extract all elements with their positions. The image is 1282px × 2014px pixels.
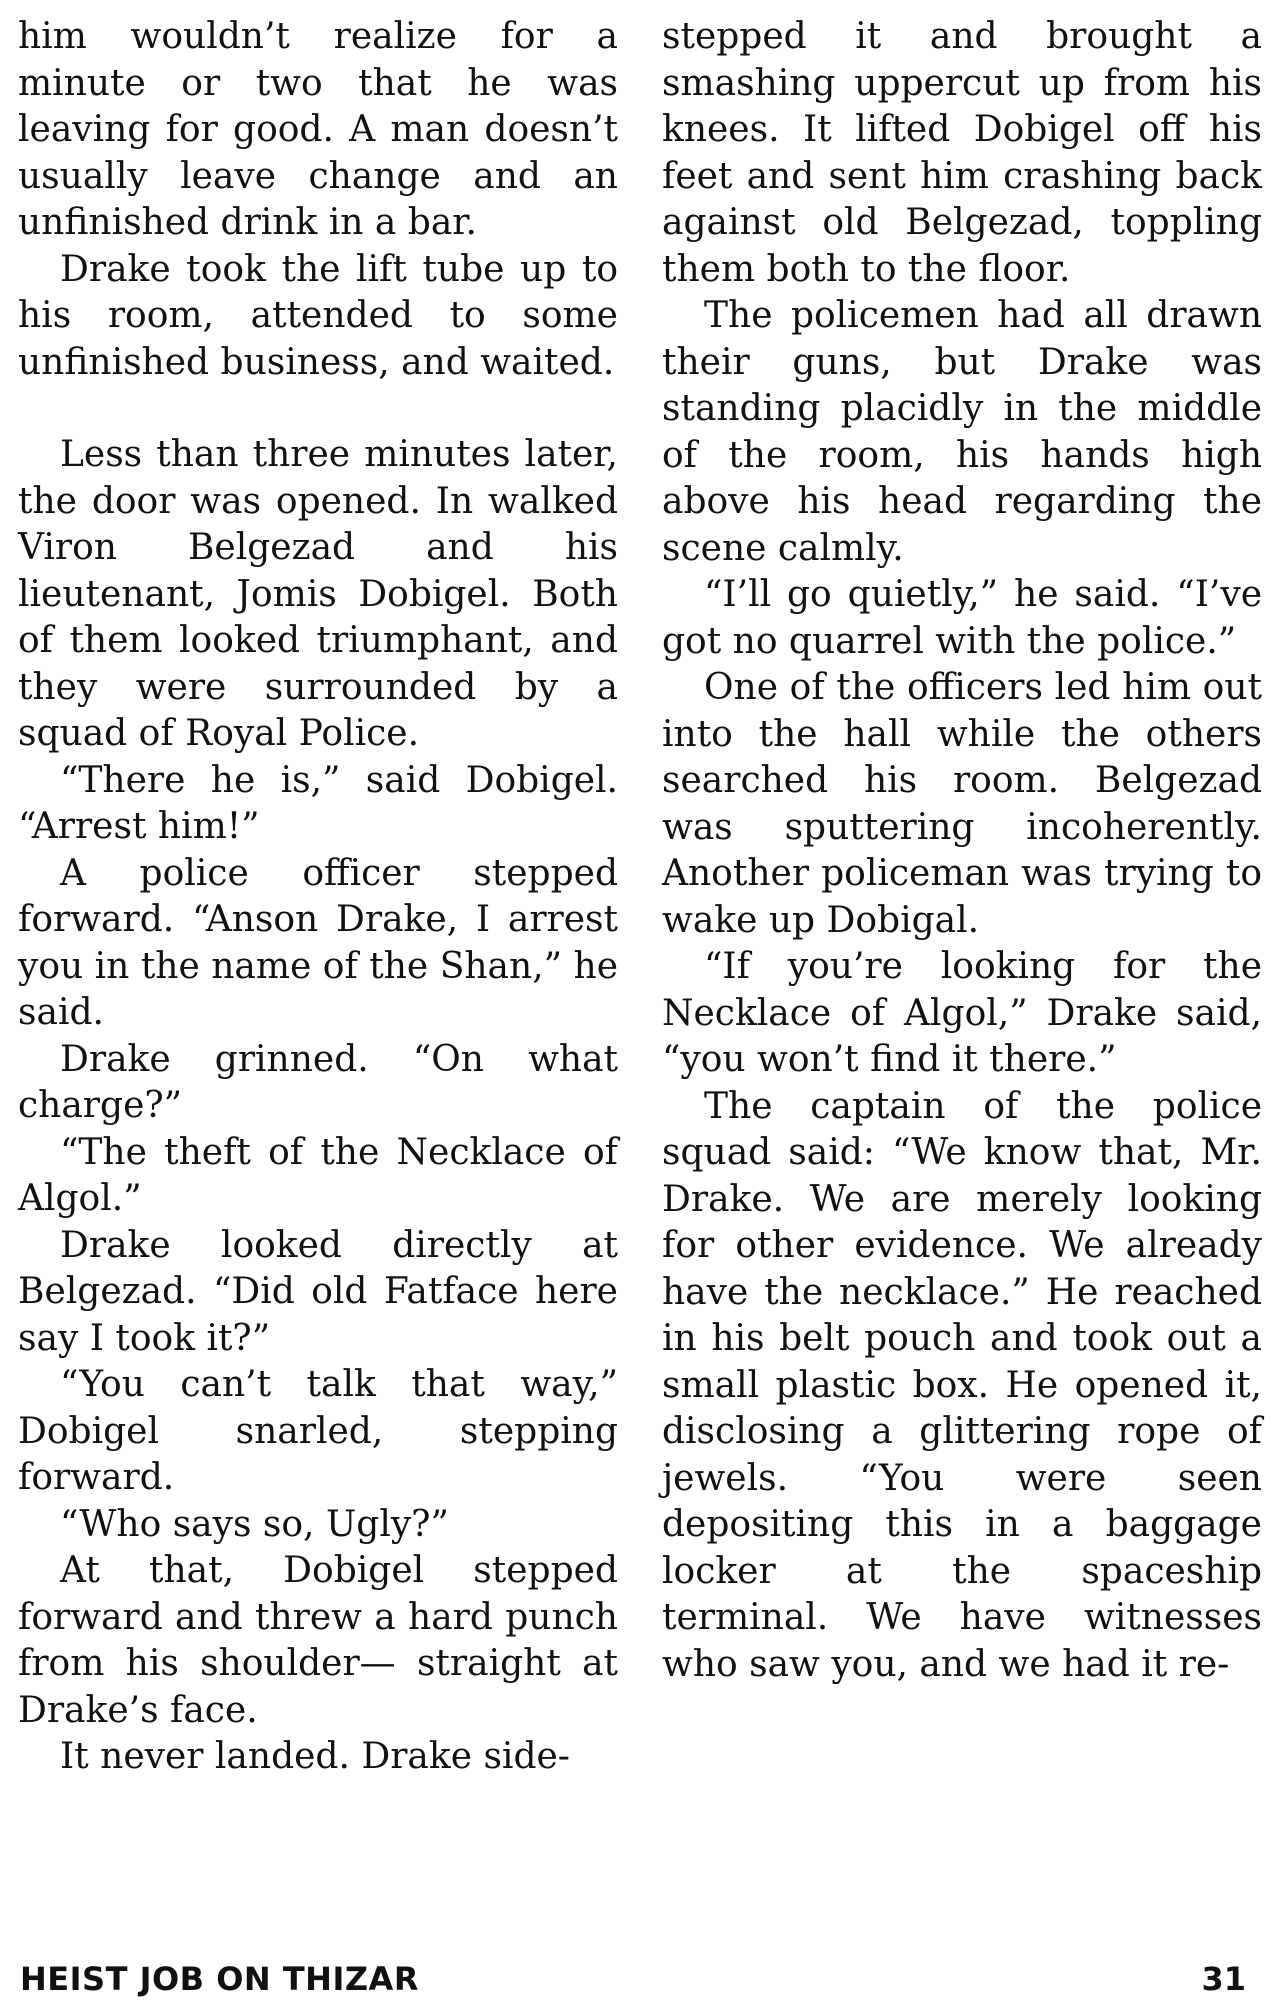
paragraph: “Who says so, Ugly?”	[60, 1503, 449, 1545]
paragraph: “There he is,” said Dobigel. “Arrest him!”	[18, 759, 618, 847]
paragraph: “I’ll go quietly,” he said. “I’ve got no quarrel with the police.”	[662, 574, 1262, 662]
paragraph: Less than three minutes later, the door was opened. In walked Viron Belgezad and his lieutenant, Jomis Dobigel. Both of them looked triumphant, and they were surrounded by a squad of Royal Police.	[18, 434, 618, 754]
paragraph: “You can’t talk that way,” Dobigel snarled, stepping forward.	[18, 1364, 618, 1498]
paragraph: It never landed. Drake side-	[60, 1736, 570, 1777]
right-column	[662, 14, 1262, 1688]
page-number: 31	[1201, 1960, 1246, 1998]
paragraph: “The theft of the Necklace of Algol.”	[18, 1131, 618, 1219]
left-column	[18, 14, 618, 1781]
running-title: HEIST JOB ON THIZAR	[20, 1960, 419, 1998]
paragraph: The captain of the police squad said: “We know that, Mr. Drake. We are merely looking for other evidence. We already have the necklace.” He reached in his belt pouch and took out a small plastic box. He opened it, disclosing a glittering rope of jewels. “You were seen depositing this in a baggage locker at the spaceship terminal. We have witnesses who saw you, and we had it re-	[662, 1085, 1262, 1685]
paragraph: At that, Dobigel stepped forward and threw a hard punch from his shoulder— straight at Drake’s face.	[18, 1550, 618, 1731]
paragraph: “If you’re looking for the Necklace of Algol,” Drake said, “you won’t find it there.”	[662, 946, 1262, 1080]
paragraph: One of the officers led him out into the hall while the others searched his room. Belgezad was sputtering incoherently. Another policeman was trying to wake up Dobigal.	[662, 667, 1262, 941]
paragraph: Drake grinned. “On what charge?”	[18, 1038, 618, 1126]
paragraph: Drake took the lift tube up to his room, attended to some unfinished business, and waited.	[18, 248, 618, 383]
paragraph: A police officer stepped forward. “Anson Drake, I arrest you in the name of the Shan,” he said.	[18, 852, 618, 1033]
paragraph: Drake looked directly at Belgezad. “Did old Fatface here say I took it?”	[18, 1224, 618, 1359]
paragraph: stepped it and brought a smashing uppercut up from his knees. It lifted Dobigel off his feet and sent him crashing back against old Belgezad, toppling them both to the floor.	[662, 16, 1262, 290]
paragraph: The policemen had all drawn their guns, but Drake was standing placidly in the middle of the room, his hands high above his head regarding the scene calmly.	[662, 295, 1262, 569]
paragraph: him wouldn’t realize for a minute or two that he was leaving for good. A man doesn’t usually leave change and an unfinished drink in a bar.	[18, 16, 618, 243]
